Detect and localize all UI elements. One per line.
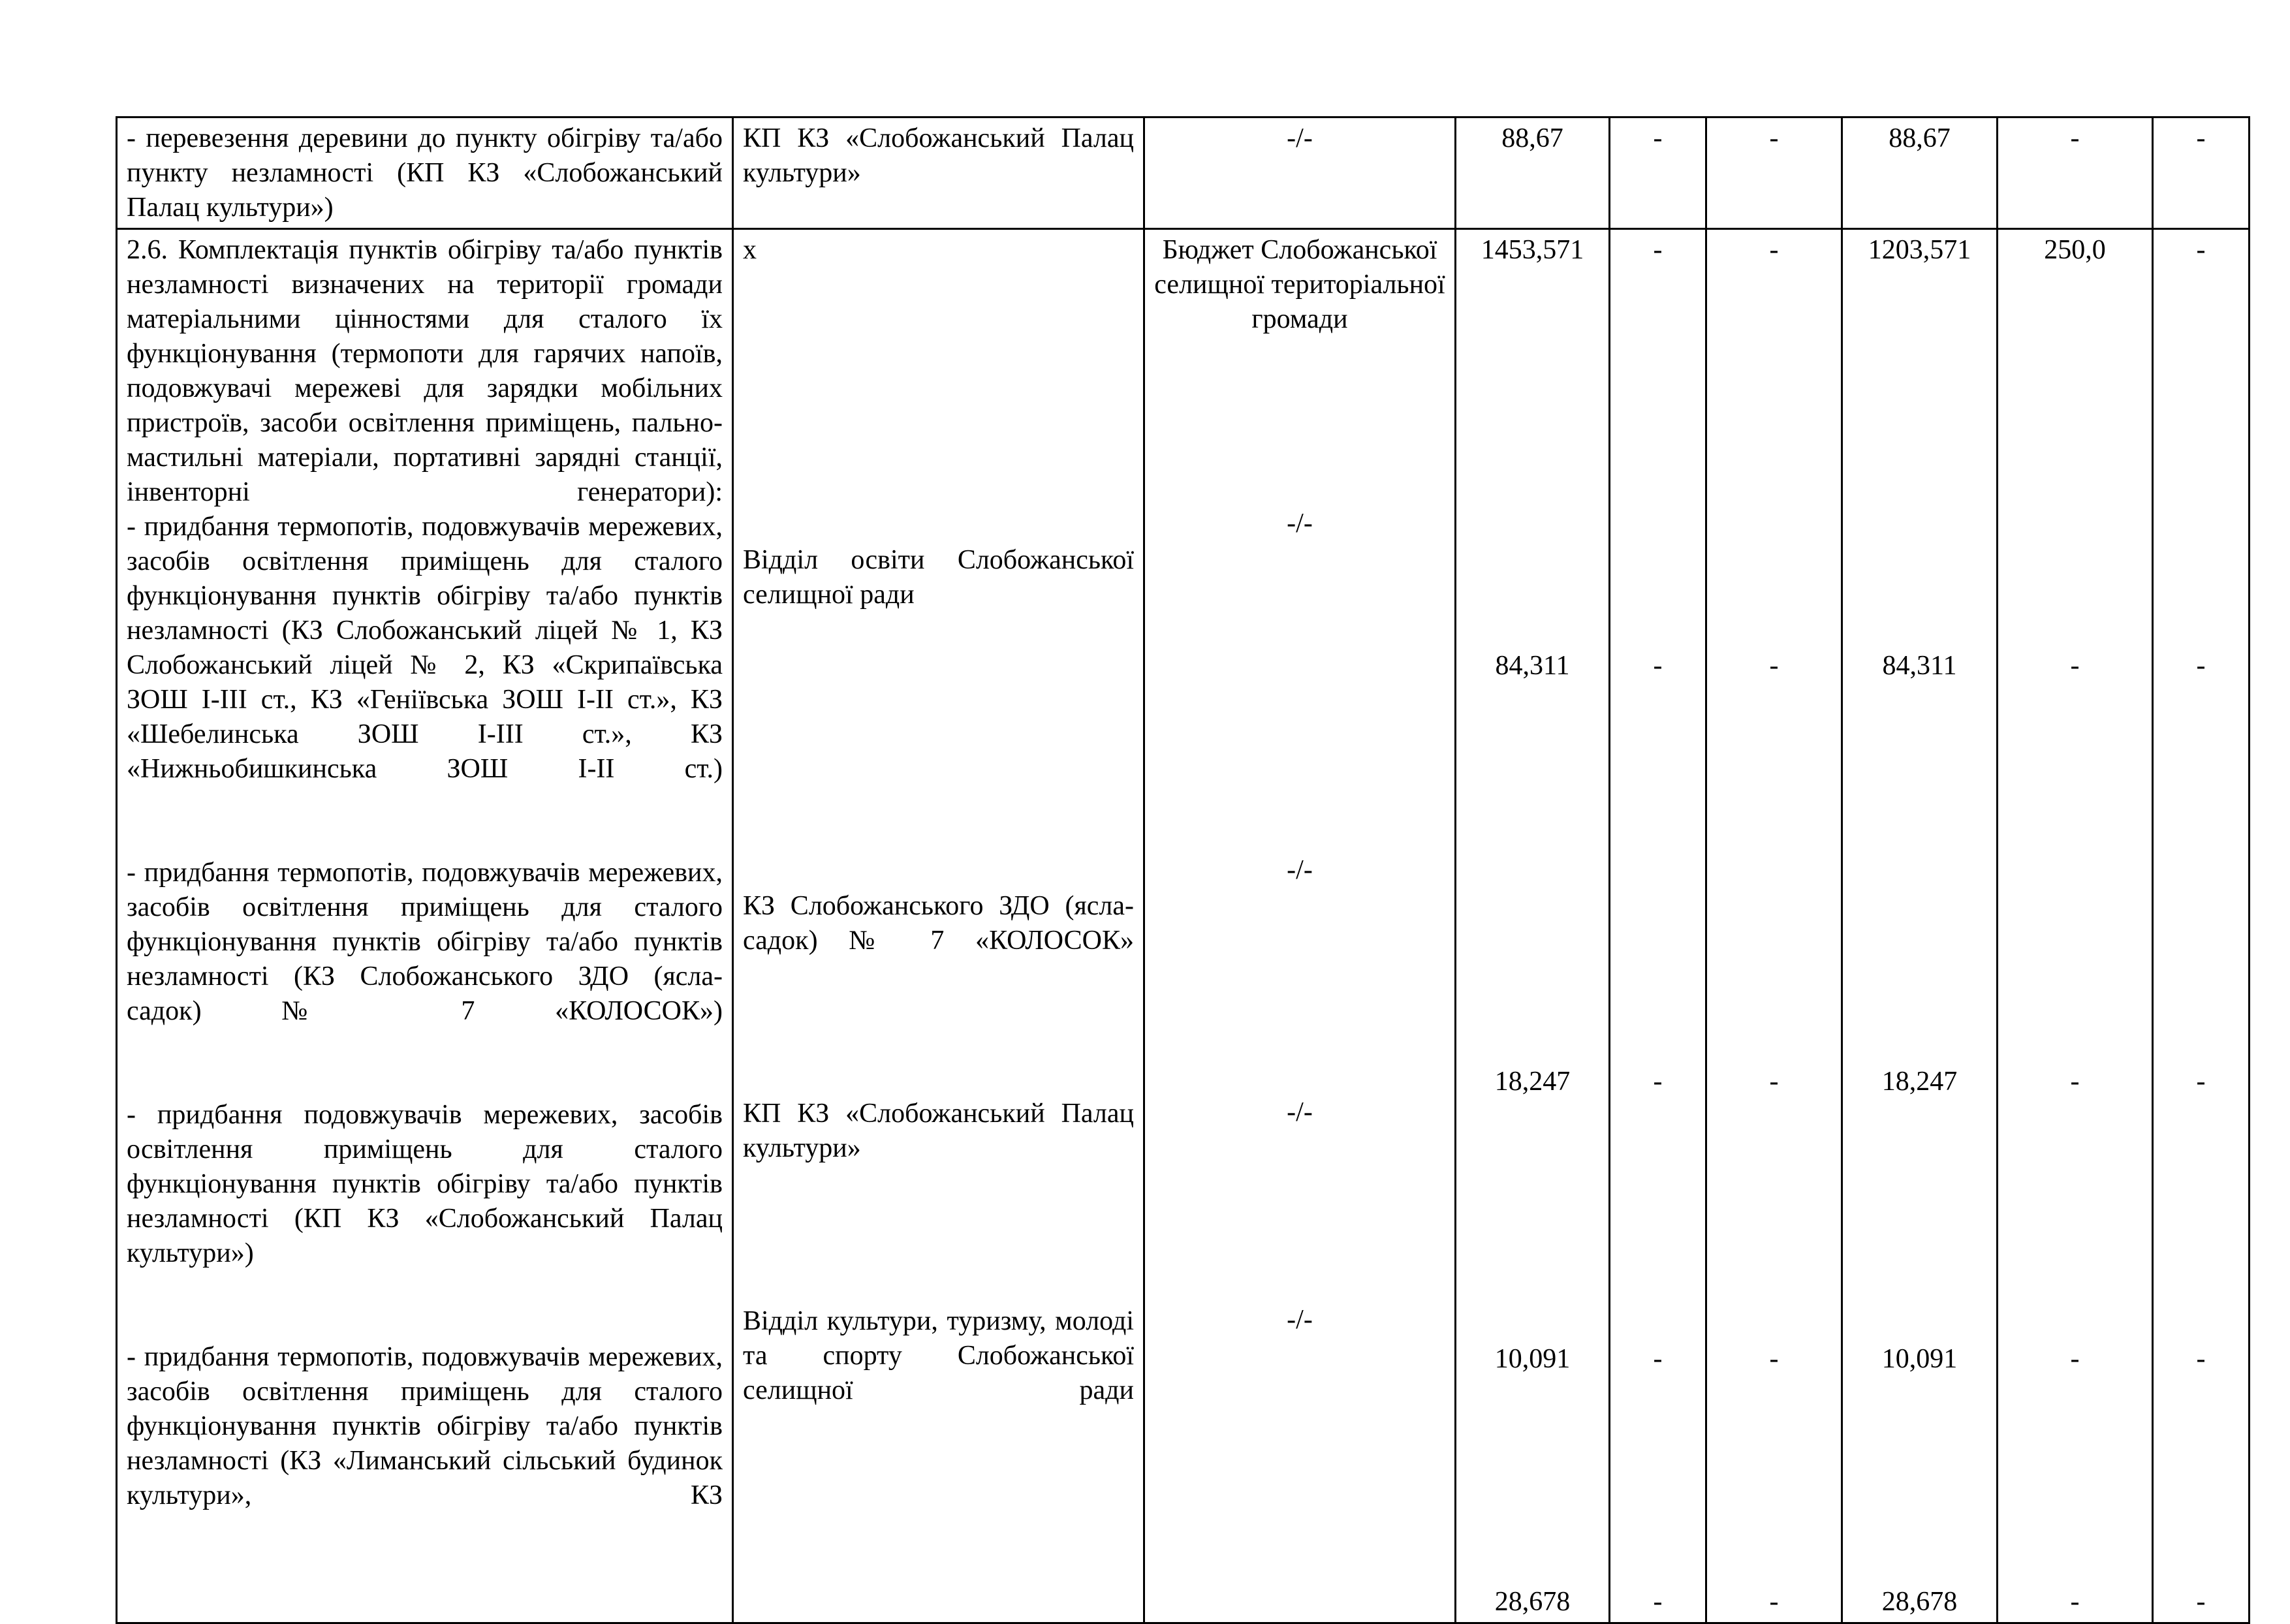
- total-amount-cell: [1456, 229, 1610, 1623]
- total-amount-cell: 88,67: [1456, 117, 1610, 229]
- total-sub: 10,091: [1494, 1344, 1571, 1374]
- executor-heading: х: [743, 235, 757, 265]
- year-amount-cell: [1842, 229, 1998, 1623]
- amount-value: -: [1653, 235, 1663, 265]
- amount-value: 10,091: [1881, 1344, 1958, 1374]
- executor-cell: КП КЗ «Слобожанський Палац культури»: [733, 117, 1144, 229]
- executor-sub: Відділ культури, туризму, молоді та спорту Слобожанської селищної ради: [743, 1306, 1134, 1405]
- amount-value: -: [1769, 1587, 1779, 1617]
- amount-value: -: [2070, 651, 2080, 681]
- year-amount-cell: 88,67: [1842, 117, 1998, 229]
- amount-value: -: [1653, 1344, 1663, 1374]
- funding-source-heading: Бюджет Слобожанської селищної територіальної громади: [1154, 235, 1445, 334]
- funding-source-sub: -/-: [1287, 1305, 1313, 1335]
- amount-value: 1203,571: [1868, 235, 1971, 265]
- table-row: [117, 117, 2250, 229]
- total-sub: 18,247: [1494, 1067, 1571, 1097]
- budget-table: [116, 116, 2250, 1624]
- activity-description: - перевезення деревини до пункту обігріву та/або пункту незламності (КП КЗ «Слобожанський Палац культури»): [117, 117, 733, 229]
- executor-sub: КП КЗ «Слобожанський Палац культури»: [743, 1099, 1134, 1163]
- amount-value: -: [1769, 651, 1779, 681]
- executor-sub: Відділ освіти Слобожанської селищної ради: [743, 545, 1134, 610]
- amount-value: 28,678: [1881, 1587, 1958, 1617]
- funding-source-sub: -/-: [1287, 1097, 1313, 1127]
- amount-value: -: [1653, 1067, 1663, 1097]
- table-row: [117, 229, 2250, 1623]
- year-amount-cell: -: [1706, 117, 1842, 229]
- amount-value: -: [1769, 1344, 1779, 1374]
- year-amount-cell: [2153, 229, 2250, 1623]
- amount-value: -: [1769, 1067, 1779, 1097]
- amount-value: -: [2196, 1587, 2206, 1617]
- amount-value: -: [2196, 651, 2206, 681]
- sub-item-description: - придбання термопотів, подовжувачів мережевих, засобів освітлення приміщень для сталого функціонування пунктів обігріву та/або пунктів незламності (КЗ Слобожанського ЗДО (ясла-садок) № 7 «КОЛОСОК»): [127, 858, 723, 1026]
- amount-value: -: [2196, 1344, 2206, 1374]
- total-sub: 28,678: [1494, 1587, 1571, 1617]
- year-amount-cell: -: [1610, 117, 1706, 229]
- year-amount-cell: -: [2153, 117, 2250, 229]
- amount-value: -: [1653, 651, 1663, 681]
- sub-item-description: - придбання подовжувачів мережевих, засобів освітлення приміщень для сталого функціонування пунктів обігріву та/або пунктів незламності (КП КЗ «Слобожанський Палац культури»): [127, 1100, 723, 1268]
- total-sub: 84,311: [1495, 651, 1570, 681]
- amount-value: -: [2070, 1344, 2080, 1374]
- amount-value: -: [2196, 1067, 2206, 1097]
- amount-value: 84,311: [1882, 651, 1957, 681]
- funding-source-cell: -/-: [1144, 117, 1456, 229]
- amount-value: -: [2070, 1587, 2080, 1617]
- funding-source-cell: [1144, 229, 1456, 1623]
- amount-value: -: [1653, 1587, 1663, 1617]
- amount-value: 250,0: [2044, 235, 2106, 265]
- year-amount-cell: [1998, 229, 2153, 1623]
- funding-source-sub: -/-: [1287, 855, 1313, 885]
- executor-sub: КЗ Слобожанського ЗДО (ясла-садок) № 7 «КОЛОСОК»: [743, 891, 1134, 956]
- amount-value: -: [2196, 235, 2206, 265]
- sub-item-description: - придбання термопотів, подовжувачів мережевих, засобів освітлення приміщень для сталого функціонування пунктів обігріву та/або пунктів незламності (КЗ Слобожанський ліцей № 1, КЗ Слобожанський ліцей № 2, КЗ «Скрипаївська ЗОШ І-ІІІ ст., КЗ «Геніївська ЗОШ І-ІІ ст.», КЗ «Шебелинська ЗОШ І-ІІІ ст.», КЗ «Нижньобишкинська ЗОШ І-ІІ ст.): [127, 512, 723, 784]
- year-amount-cell: [1706, 229, 1842, 1623]
- sub-item-description: - придбання термопотів, подовжувачів мережевих, засобів освітлення приміщень для сталого функціонування пунктів обігріву та/або пунктів незламності (КЗ «Лиманський сільський будинок культури», КЗ: [127, 1342, 723, 1510]
- executor-cell: [733, 229, 1144, 1623]
- amount-value: -: [1769, 235, 1779, 265]
- amount-value: 18,247: [1881, 1067, 1958, 1097]
- activity-description: [117, 229, 733, 1623]
- year-amount-cell: [1610, 229, 1706, 1623]
- section-heading: 2.6. Комплектація пунктів обігріву та/або пунктів незламності визначених на території громади матеріальними цінностями для сталого їх функціонування (термопоти для гарячих напоїв, подовжувачі мережеві для зарядки мобільних пристроїв, засоби освітлення приміщень, пально-мастильні матеріали, портативні зарядні станції, інвенторні генератори):: [127, 235, 723, 507]
- total-heading: 1453,571: [1481, 235, 1584, 265]
- year-amount-cell: -: [1998, 117, 2153, 229]
- funding-source-sub: -/-: [1287, 508, 1313, 539]
- amount-value: -: [2070, 1067, 2080, 1097]
